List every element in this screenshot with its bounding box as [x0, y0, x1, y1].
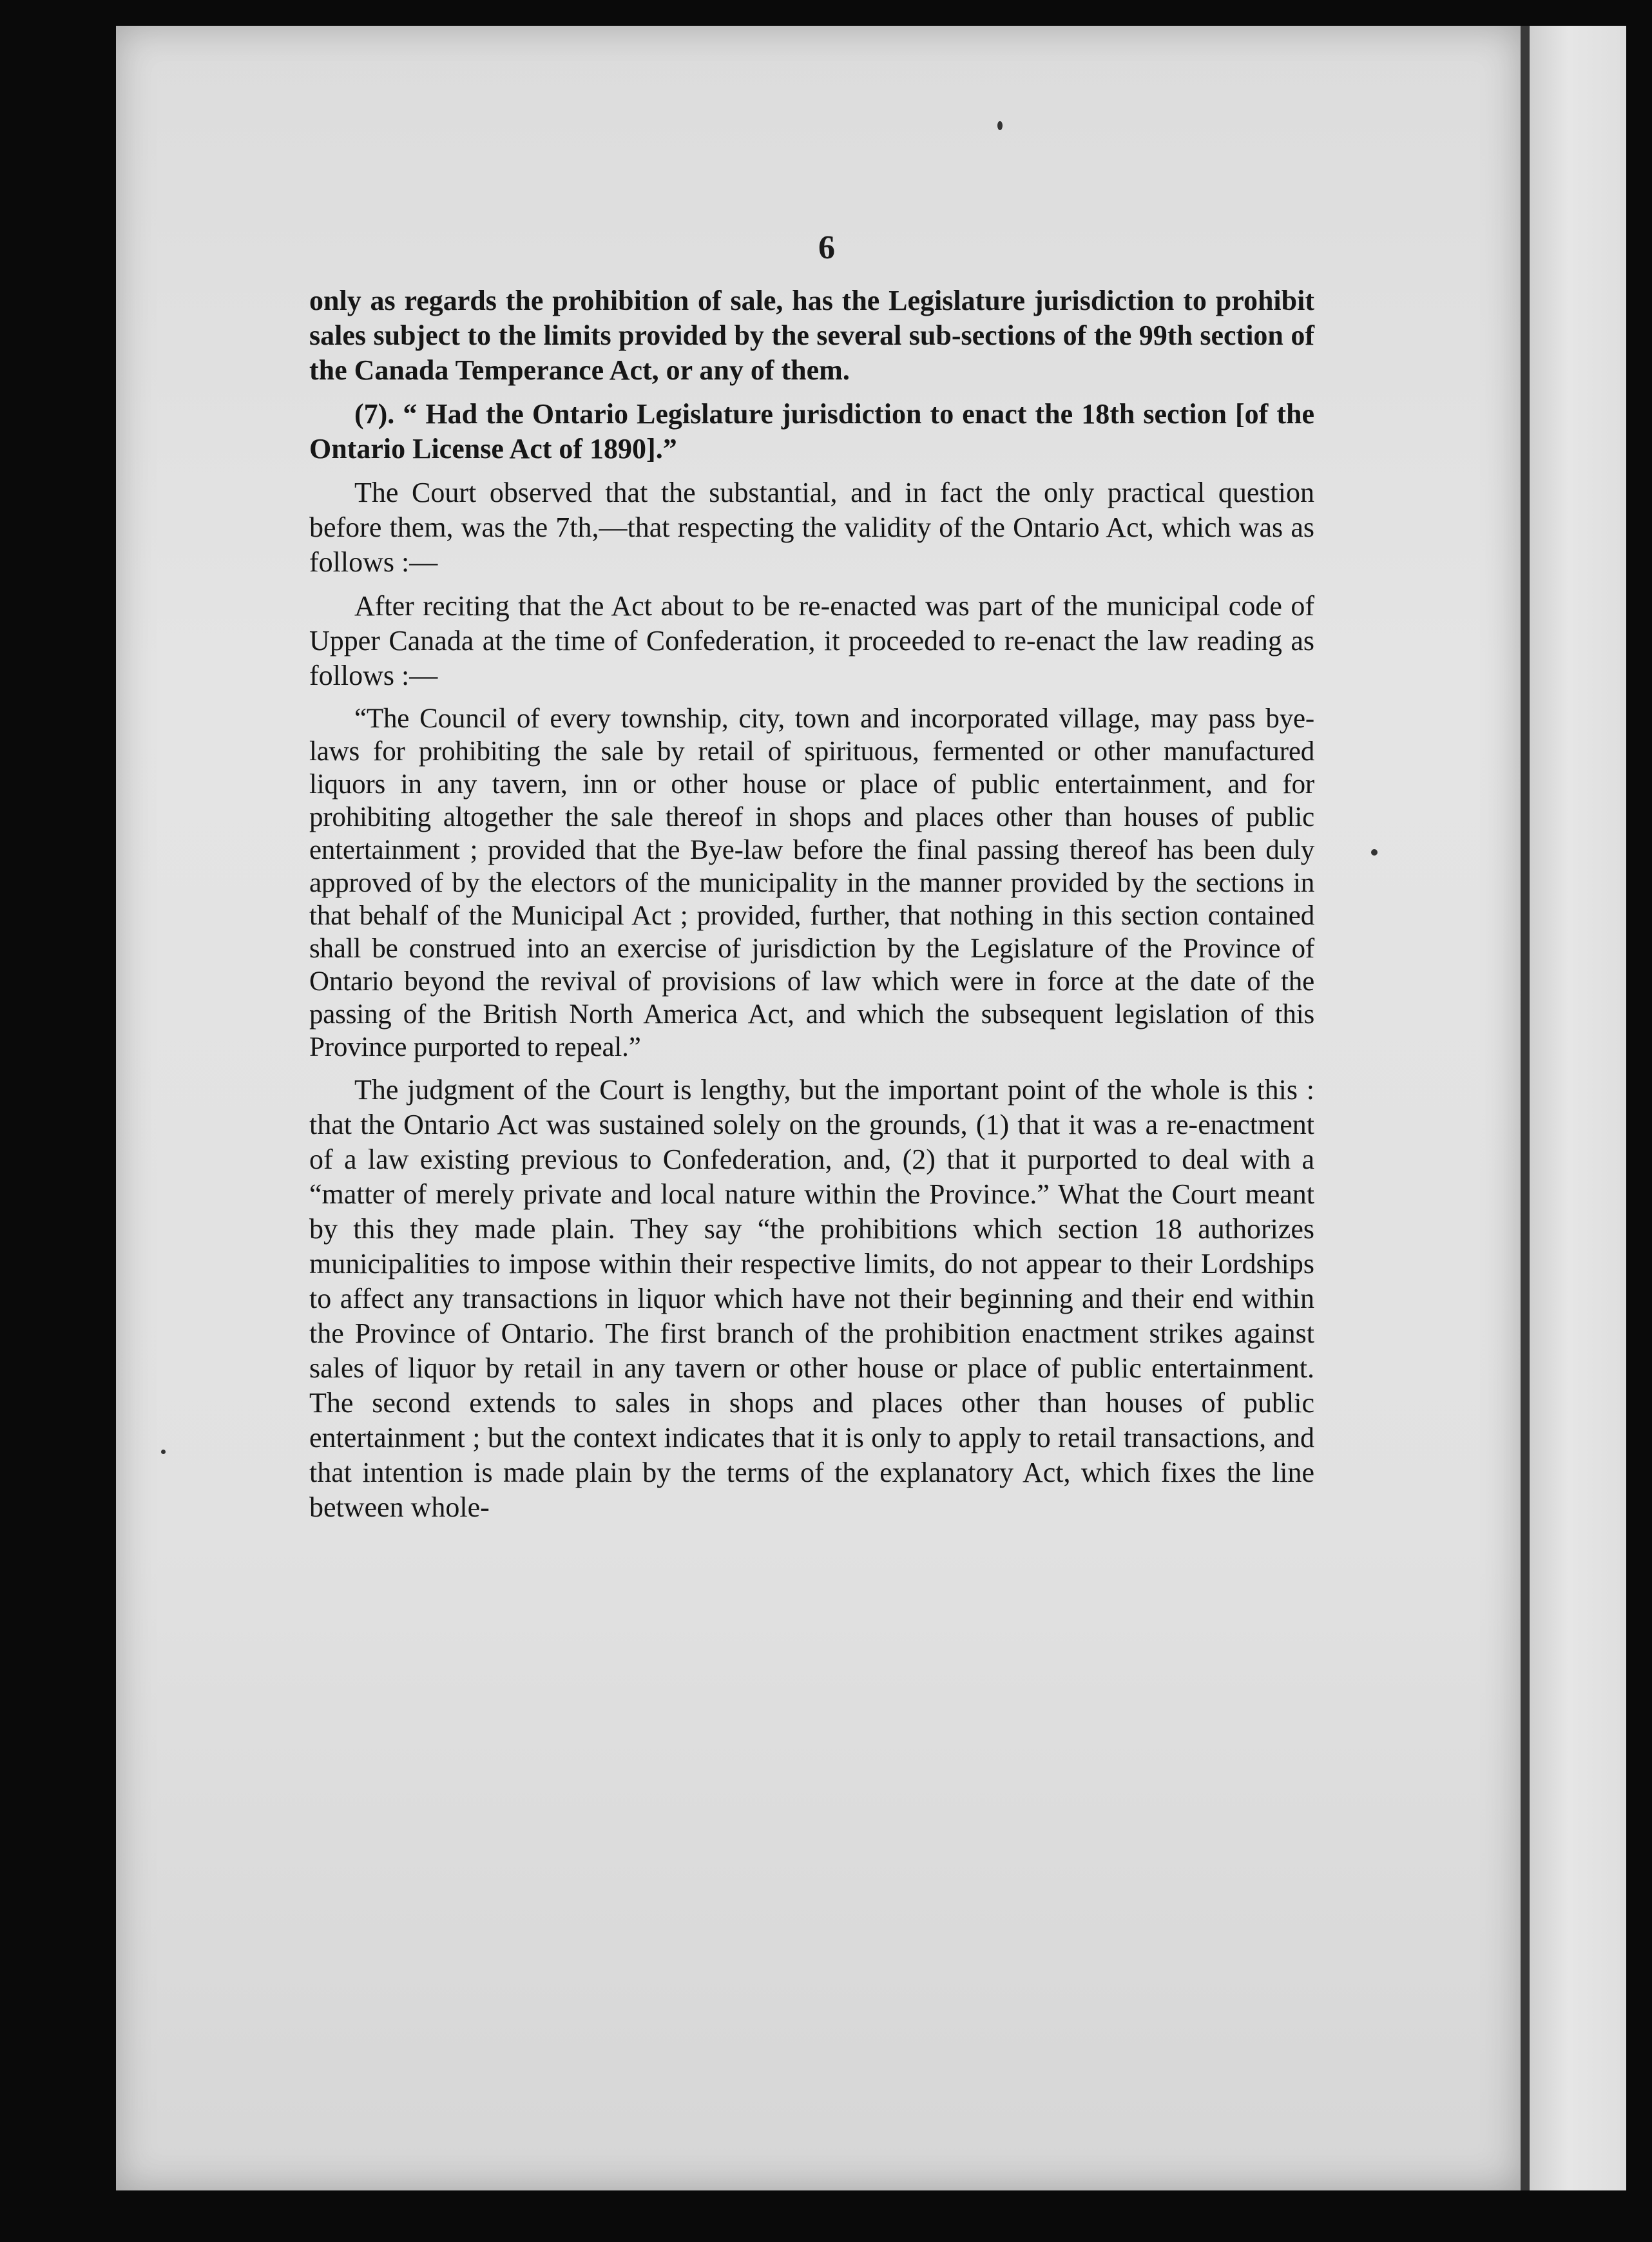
page-number: 6	[818, 229, 835, 266]
quoted-statute: “The Council of every township, city, town and incorporated village, may pass bye-laws for prohibiting the sale by retail of spirituous, fermented or other manufactured liquors in any tavern, inn or other house or place of public entertainment, and for prohibiting altogether the sale thereof in shops and places other than houses of public entertainment ; provided that the Bye-law before the final passing thereof has been duly approved of by the electors of the municipality in the manner provided by the sections in that behalf of the Municipal Act ; provided, further, that nothing in this section contained shall be construed into an exercise of jurisdiction by the Legislature of the Province of Ontario beyond the revival of provisions of law which were in force at the date of the passing of the British North America Act, and which the subsequent legislation of this Province purported to repeal.”	[309, 704, 1314, 1062]
paragraph-question-7: (7). “ Had the Ontario Legislature jurisdiction to enact the 18th section [of the Ontario License Act of 1890].”	[309, 398, 1314, 465]
paragraph-continuation: only as regards the prohibition of sale, has the Legislature jurisdiction to prohibit sales subject to the limits provided by the several sub-sections of the 99th section of the Canada Temperance Act, or any of them.	[309, 285, 1314, 386]
paragraph-judgment: The judgment of the Court is lengthy, but the important point of the whole is this : that the Ontario Act was sustained solely on the grounds, (1) that it was a re-enactment of a law existing previous to Confederation, and, (2) that it purported to deal with a “matter of merely private and local nature within the Province.” What the Court meant by this they made plain. They say “the prohibitions which section 18 authorizes municipalities to impose within their respective limits, do not appear to their Lordships to affect any transactions in liquor which have not their beginning and their end within the Province of Ontario. The first branch of the prohibition enactment strikes against sales of liquor by retail in any tavern or other house or place of public entertainment. The second extends to sales in shops and places other than houses of public entertainment ; but the context indicates that it is only to apply to retail transactions, and that intention is made plain by the terms of the explanatory Act, which fixes the line between whole-	[309, 1074, 1314, 1523]
facing-page-edge	[1530, 26, 1626, 2190]
scan-speck	[997, 121, 1003, 130]
scan-speck	[1371, 849, 1378, 856]
paragraph-after-reciting: After reciting that the Act about to be re-enacted was part of the municipal code of Upper Canada at the time of Confederation, it proceeded to re-enact the law reading as follows :—	[309, 590, 1314, 691]
scan-speck	[161, 1450, 166, 1454]
paragraph-court-observed: The Court observed that the substantial, and in fact the only practical question before them, was the 7th,—that respecting the validity of the Ontario Act, which was as follows :—	[309, 477, 1314, 578]
body-text	[309, 283, 1314, 1534]
page-gutter	[1521, 26, 1530, 2190]
